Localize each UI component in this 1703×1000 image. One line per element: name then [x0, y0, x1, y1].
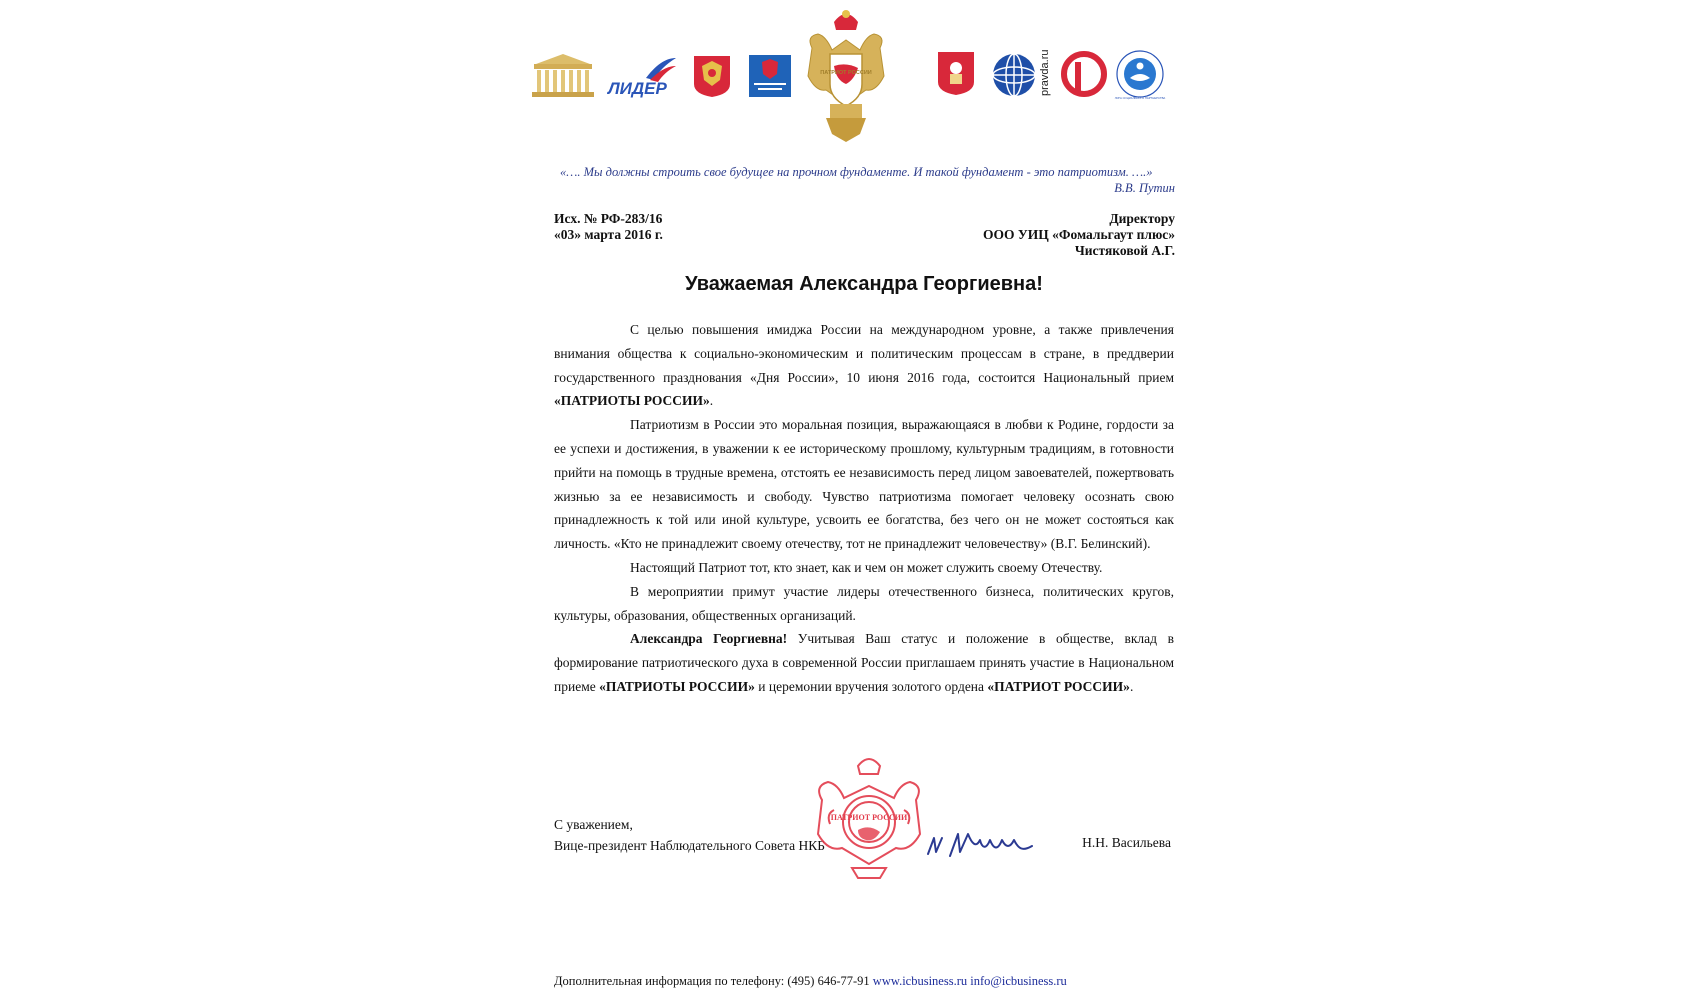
stamp-text: ПАТРИОТ РОССИИ — [830, 813, 908, 822]
logo-row — [530, 0, 1190, 150]
body-paragraph-4: В мероприятии примут участие лидеры отечественного бизнеса, политических кругов, культуры, образования, общественных организаций. — [554, 583, 1174, 623]
body-paragraph-3: Настоящий Патриот тот, кто знает, как и чем он может служить своему Отечеству. — [630, 559, 1103, 575]
body-p1-text: С целью повышения имиджа России на международном уровне, а также привлечения внимания общества к социально-экономическим и политическим процессам в стране, в преддверии государственного празднования «Дня России», 10 июня 2016 года, состоится Национальный прием — [554, 322, 1174, 385]
footer-contacts — [554, 974, 1067, 989]
body-p1-end: . — [709, 393, 714, 409]
body-paragraph-2: Патриотизм в России это моральная позиция, выражающаяся в любви к Родине, гордости за ее успехи и достижения, в уважении к ее историческому прошлому, культурным традициям, в готовности прийти на помощь в трудные времена, отстоять ее независимость перед лицом завоевателей, пожертвовать жизнью за ее независимость и свободу. Чувство патриотизма помогает человеку осознать свою принадлежность к той или иной культуре, усвоить ее богатства, без чего он не может состояться как личность. «Кто не принадлежит своему отечеству, тот не принадлежит человечеству» (В.Г. Белинский). — [554, 417, 1174, 552]
closing-line: С уважением, — [554, 817, 633, 832]
social-partnership-league-logo — [1114, 48, 1166, 100]
addressee-name: Чистяковой А.Г. — [1074, 243, 1175, 258]
body-p5-end: . — [1129, 678, 1134, 694]
russia-coat-of-arms-logo — [692, 54, 732, 98]
body-p1-bold: «ПАТРИОТЫ РОССИИ» — [554, 393, 710, 409]
handwritten-signature-text: Н. Нупшеf — [924, 864, 929, 865]
signer-position: Вице-президент Наблюдательного Совета НКБ — [554, 838, 825, 853]
salutation: Уважаемая Александра Георгиевна! — [685, 273, 1043, 295]
pravda-logo — [1039, 49, 1106, 100]
reference-block — [554, 211, 663, 243]
moscow-coat-of-arms-logo — [936, 50, 976, 96]
addressee-title: Директору — [1109, 211, 1175, 226]
reference-number: Исх. № РФ-283/16 — [554, 211, 663, 226]
footer-label: Дополнительная информация по телефону: — [554, 974, 785, 988]
body-p5-bold3: «ПАТРИОТ РОССИИ» — [987, 678, 1130, 694]
handwritten-signature — [922, 826, 1042, 866]
footer-phone: (495) 646-77-91 — [787, 974, 870, 988]
epigraph-quote: «…. Мы должны строить свое будущее на прочном фундаменте. И такой фундамент - это патриотизм. ….» — [560, 165, 1153, 179]
patriot-seal-stamp — [808, 750, 930, 882]
patriot-eagle-emblem — [804, 6, 888, 146]
body-paragraph-5 — [554, 627, 1174, 698]
globe-logo — [990, 52, 1038, 98]
liga-logo-text: ЛИГА СОЦИАЛЬНОГО ПАРТНЕРСТВА — [1114, 96, 1166, 100]
body-p5-text2: и церемонии вручения золотого ордена — [754, 678, 988, 694]
pravda-logo-text: pravda.ru — [1039, 49, 1051, 96]
emblem-text: ПАТРИОТ РОССИИ — [820, 70, 872, 76]
addressee-block — [983, 211, 1175, 259]
duma-logo — [748, 54, 792, 98]
letter-body — [554, 318, 1174, 699]
body-p5-bold2: «ПАТРИОТЫ РОССИИ» — [599, 678, 755, 694]
signer-name: Н.Н. Васильева — [1082, 835, 1171, 850]
signature-block — [554, 814, 825, 856]
footer-web-email[interactable]: www.icbusiness.ru info@icbusiness.ru — [872, 974, 1067, 988]
reference-date: «03» марта 2016 г. — [554, 227, 663, 242]
body-p5-bold: Александра Георгиевна! — [630, 631, 788, 647]
lider-logo — [606, 54, 678, 98]
addressee-company: ООО УИЦ «Фомальгаут плюс» — [982, 227, 1175, 242]
building-logo — [530, 52, 596, 98]
body-p5-text: Учитывая Ваш статус и положение в обществе, вклад в формирование патриотического духа в современной России приглашаем принять участие в Национальном приеме — [554, 631, 1174, 694]
epigraph-author: В.В. Путин — [1114, 181, 1175, 195]
body-paragraph-1 — [554, 318, 1174, 413]
lider-logo-text: ЛИДЕР — [608, 79, 667, 98]
